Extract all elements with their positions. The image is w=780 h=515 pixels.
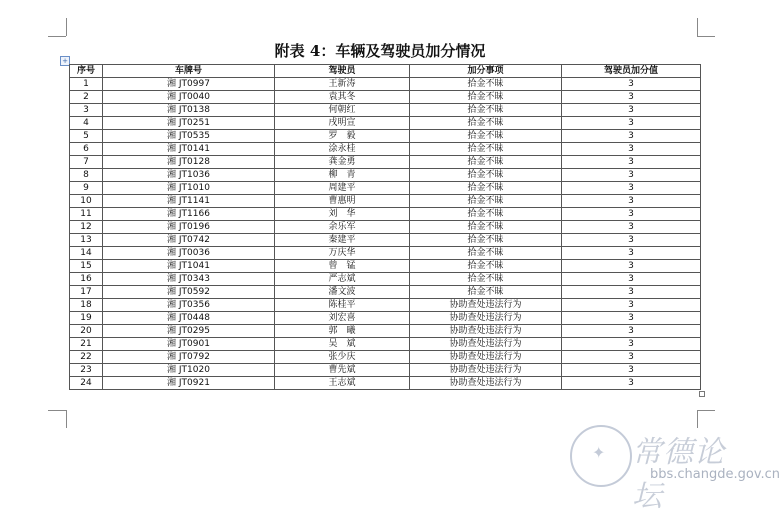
table-row — [70, 91, 701, 104]
table-row — [70, 104, 701, 117]
cell-reason: 拾金不昧 — [410, 273, 562, 286]
table-row — [70, 143, 701, 156]
table-row — [70, 130, 701, 143]
cell-driver: 曹先斌 — [275, 364, 410, 377]
cell-points: 3 — [562, 286, 701, 299]
table-row — [70, 234, 701, 247]
cell-reason: 协助查处违法行为 — [410, 299, 562, 312]
cell-driver: 秦建平 — [275, 234, 410, 247]
cell-index: 11 — [70, 208, 103, 221]
cell-plate: 湘 JT1020 — [103, 364, 275, 377]
seal-star-icon: ✦ — [592, 443, 606, 462]
cell-driver: 王新涛 — [275, 78, 410, 91]
cell-reason: 拾金不昧 — [410, 143, 562, 156]
cell-points: 3 — [562, 208, 701, 221]
cell-plate: 湘 JT0251 — [103, 117, 275, 130]
cell-points: 3 — [562, 195, 701, 208]
table-body — [70, 78, 701, 390]
table-row — [70, 286, 701, 299]
table-row — [70, 156, 701, 169]
cell-plate: 湘 JT0036 — [103, 247, 275, 260]
cell-driver: 曾 锰 — [275, 260, 410, 273]
cell-index: 7 — [70, 156, 103, 169]
table-move-handle-icon[interactable]: + — [60, 56, 70, 66]
cell-driver: 潘文波 — [275, 286, 410, 299]
cell-driver: 陈桂平 — [275, 299, 410, 312]
cell-driver: 周建平 — [275, 182, 410, 195]
table-row — [70, 117, 701, 130]
cell-driver: 何朝红 — [275, 104, 410, 117]
cell-reason: 协助查处违法行为 — [410, 364, 562, 377]
cell-plate: 湘 JT1010 — [103, 182, 275, 195]
cell-points: 3 — [562, 338, 701, 351]
header-driver: 驾驶员 — [275, 65, 410, 78]
cell-plate: 湘 JT0343 — [103, 273, 275, 286]
cell-index: 19 — [70, 312, 103, 325]
crop-mark-bl-v — [66, 410, 67, 428]
cell-index: 20 — [70, 325, 103, 338]
cell-plate: 湘 JT0921 — [103, 377, 275, 390]
cell-points: 3 — [562, 78, 701, 91]
cell-reason: 拾金不昧 — [410, 221, 562, 234]
cell-points: 3 — [562, 221, 701, 234]
cell-plate: 湘 JT0141 — [103, 143, 275, 156]
cell-driver: 刘宏喜 — [275, 312, 410, 325]
table-row — [70, 351, 701, 364]
table-row — [70, 221, 701, 234]
cell-plate: 湘 JT0901 — [103, 338, 275, 351]
table-row — [70, 312, 701, 325]
cell-index: 1 — [70, 78, 103, 91]
bonus-table — [69, 64, 701, 390]
cell-points: 3 — [562, 364, 701, 377]
cell-points: 3 — [562, 273, 701, 286]
crop-mark-tl-h — [48, 36, 66, 37]
cell-reason: 拾金不昧 — [410, 78, 562, 91]
table-resize-handle[interactable] — [699, 391, 705, 397]
cell-points: 3 — [562, 299, 701, 312]
cell-index: 2 — [70, 91, 103, 104]
header-index: 序号 — [70, 65, 103, 78]
cell-plate: 湘 JT1141 — [103, 195, 275, 208]
cell-driver: 戌明宣 — [275, 117, 410, 130]
cell-index: 23 — [70, 364, 103, 377]
cell-points: 3 — [562, 234, 701, 247]
table-row — [70, 195, 701, 208]
table-row — [70, 78, 701, 91]
cell-driver: 曹惠明 — [275, 195, 410, 208]
crop-mark-br-h — [697, 410, 715, 411]
cell-driver: 刘 华 — [275, 208, 410, 221]
crop-mark-tl-v — [66, 18, 67, 36]
cell-points: 3 — [562, 351, 701, 364]
cell-plate: 湘 JT0040 — [103, 91, 275, 104]
cell-reason: 拾金不昧 — [410, 234, 562, 247]
cell-reason: 拾金不昧 — [410, 104, 562, 117]
cell-plate: 湘 JT0792 — [103, 351, 275, 364]
cell-points: 3 — [562, 169, 701, 182]
table-row — [70, 377, 701, 390]
cell-reason: 拾金不昧 — [410, 286, 562, 299]
table-row — [70, 182, 701, 195]
cell-reason: 拾金不昧 — [410, 156, 562, 169]
cell-driver: 张少庆 — [275, 351, 410, 364]
cell-plate: 湘 JT0742 — [103, 234, 275, 247]
cell-driver: 罗 毅 — [275, 130, 410, 143]
cell-points: 3 — [562, 247, 701, 260]
cell-reason: 协助查处违法行为 — [410, 325, 562, 338]
forum-name: 常德论坛 — [632, 435, 725, 514]
cell-driver: 郭 曦 — [275, 325, 410, 338]
cell-points: 3 — [562, 91, 701, 104]
table-row — [70, 338, 701, 351]
table-header-row — [70, 65, 701, 78]
cell-points: 3 — [562, 325, 701, 338]
cell-driver: 王志斌 — [275, 377, 410, 390]
cell-index: 21 — [70, 338, 103, 351]
cell-index: 6 — [70, 143, 103, 156]
cell-index: 12 — [70, 221, 103, 234]
crop-mark-tr-v — [697, 18, 698, 36]
table-row — [70, 299, 701, 312]
cell-index: 10 — [70, 195, 103, 208]
cell-plate: 湘 JT0448 — [103, 312, 275, 325]
cell-plate: 湘 JT0592 — [103, 286, 275, 299]
cell-points: 3 — [562, 156, 701, 169]
cell-reason: 拾金不昧 — [410, 91, 562, 104]
cell-points: 3 — [562, 182, 701, 195]
cell-index: 4 — [70, 117, 103, 130]
header-plate: 车牌号 — [103, 65, 275, 78]
forum-watermark — [570, 425, 780, 514]
cell-index: 18 — [70, 299, 103, 312]
cell-reason: 拾金不昧 — [410, 260, 562, 273]
cell-points: 3 — [562, 130, 701, 143]
header-reason: 加分事项 — [410, 65, 562, 78]
cell-index: 5 — [70, 130, 103, 143]
cell-points: 3 — [562, 143, 701, 156]
cell-reason: 拾金不昧 — [410, 130, 562, 143]
cell-plate: 湘 JT0997 — [103, 78, 275, 91]
cell-plate: 湘 JT0196 — [103, 221, 275, 234]
cell-points: 3 — [562, 377, 701, 390]
cell-index: 14 — [70, 247, 103, 260]
cell-reason: 拾金不昧 — [410, 169, 562, 182]
cell-plate: 湘 JT0535 — [103, 130, 275, 143]
cell-index: 3 — [70, 104, 103, 117]
cell-plate: 湘 JT1166 — [103, 208, 275, 221]
cell-driver: 吴 斌 — [275, 338, 410, 351]
cell-index: 24 — [70, 377, 103, 390]
table-row — [70, 364, 701, 377]
cell-points: 3 — [562, 312, 701, 325]
cell-driver: 余乐军 — [275, 221, 410, 234]
cell-reason: 协助查处违法行为 — [410, 338, 562, 351]
cell-index: 16 — [70, 273, 103, 286]
table-row — [70, 273, 701, 286]
cell-plate: 湘 JT0128 — [103, 156, 275, 169]
cell-driver: 万庆华 — [275, 247, 410, 260]
cell-index: 22 — [70, 351, 103, 364]
forum-url: bbs.changde.gov.cn — [650, 467, 780, 482]
cell-index: 13 — [70, 234, 103, 247]
table-row — [70, 169, 701, 182]
cell-points: 3 — [562, 117, 701, 130]
document-title: 附表 4：车辆及驾驶员加分情况 — [274, 42, 486, 60]
cell-plate: 湘 JT0356 — [103, 299, 275, 312]
cell-plate: 湘 JT1036 — [103, 169, 275, 182]
cell-reason: 协助查处违法行为 — [410, 377, 562, 390]
cell-reason: 拾金不昧 — [410, 182, 562, 195]
cell-reason: 拾金不昧 — [410, 195, 562, 208]
cell-driver: 涂永桂 — [275, 143, 410, 156]
cell-plate: 湘 JT0138 — [103, 104, 275, 117]
cell-driver: 严志斌 — [275, 273, 410, 286]
cell-points: 3 — [562, 260, 701, 273]
table-row — [70, 260, 701, 273]
crop-mark-tr-h — [697, 36, 715, 37]
cell-reason: 拾金不昧 — [410, 247, 562, 260]
table-row — [70, 325, 701, 338]
crop-mark-bl-h — [48, 410, 66, 411]
cell-points: 3 — [562, 104, 701, 117]
cell-reason: 拾金不昧 — [410, 208, 562, 221]
forum-seal-logo — [570, 425, 632, 487]
cell-driver: 柳 青 — [275, 169, 410, 182]
cell-driver: 袁其冬 — [275, 91, 410, 104]
cell-driver: 龚金勇 — [275, 156, 410, 169]
cell-reason: 协助查处违法行为 — [410, 351, 562, 364]
cell-index: 9 — [70, 182, 103, 195]
cell-index: 15 — [70, 260, 103, 273]
cell-index: 17 — [70, 286, 103, 299]
header-points: 驾驶员加分值 — [562, 65, 701, 78]
cell-plate: 湘 JT0295 — [103, 325, 275, 338]
cell-index: 8 — [70, 169, 103, 182]
table-row — [70, 208, 701, 221]
table-row — [70, 247, 701, 260]
cell-plate: 湘 JT1041 — [103, 260, 275, 273]
cell-reason: 拾金不昧 — [410, 117, 562, 130]
cell-reason: 协助查处违法行为 — [410, 312, 562, 325]
